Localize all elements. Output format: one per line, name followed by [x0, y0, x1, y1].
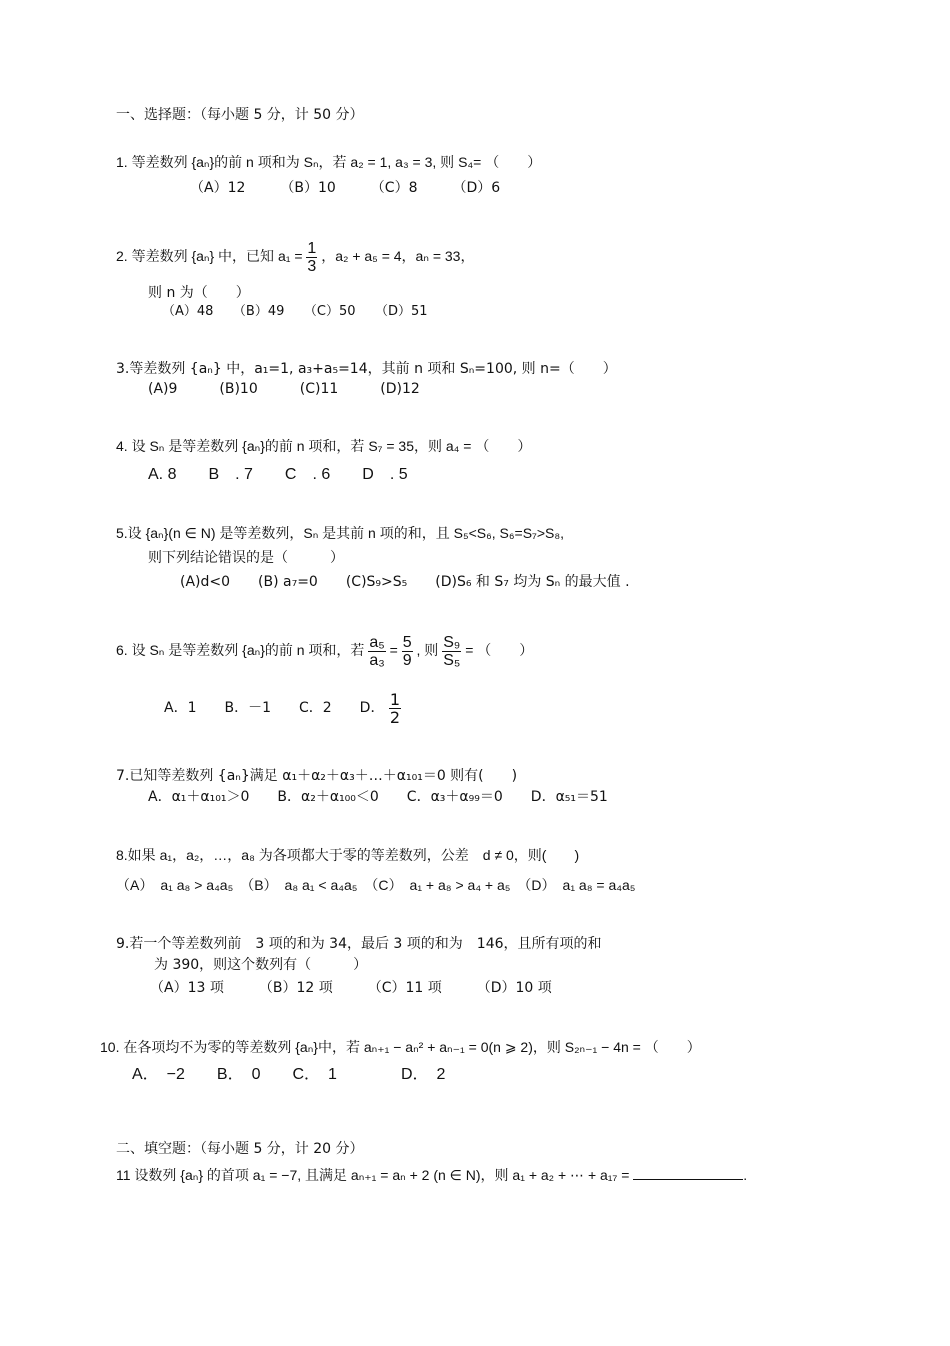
equals-sign: = [389, 642, 398, 658]
question-7-options: A．α₁＋α₁₀₁＞0 B．α₂＋α₁₀₀＜0 C．α₃＋α₉₉＝0 D．α₅₁＝51 [148, 789, 608, 805]
question-6-stem-a: 6. 设 Sₙ 是等差数列 {aₙ}的前 n 项和，若 [116, 642, 365, 658]
question-2 [116, 236, 474, 276]
question-10-options: A． −2 B． 0 C． 1 D． 2 [132, 1066, 446, 1083]
question-6-tail: = （ ） [465, 642, 534, 658]
question-5-line2: 则下列结论错误的是（ ） [148, 550, 344, 566]
question-11-end: . [743, 1167, 748, 1183]
frac-den: 3 [307, 257, 317, 275]
frac-num: S₉ [443, 633, 461, 651]
question-4-options: A. 8 B . 7 C . 6 D . 5 [148, 466, 408, 483]
question-8: 8.如果 a₁，a₂，…，a₈ 为各项都大于零的等差数列，公差 d ≠ 0，则( ) [116, 847, 580, 863]
question-9-line2: 为 390，则这个数列有（ ） [154, 957, 368, 973]
question-10: 10. 在各项均不为零的等差数列 {aₙ}中，若 aₙ₊₁ − aₙ² + aₙ₋₁ = 0(n ⩾ 2)，则 S₂ₙ₋₁ − 4n = （ ） [100, 1039, 701, 1055]
fraction-one-third [306, 240, 317, 275]
question-2-stem-b: ，a₂ + a₅ = 4，aₙ = 33， [321, 248, 475, 264]
frac-den: a₃ [369, 651, 385, 669]
question-11-stem: 11 设数列 {aₙ} 的首项 a₁ = −7, 且满足 aₙ₊₁ = aₙ + 2 (n ∈ N)，则 a₁ + a₂ + ⋯ + a₁₇ = [116, 1167, 630, 1183]
question-11 [116, 1166, 747, 1184]
question-6-options-text: A．1 B．－1 C．2 D． [164, 700, 385, 716]
question-7: 7.已知等差数列 {aₙ}满足 α₁＋α₂＋α₃＋…＋α₁₀₁＝0 则有( ) [116, 768, 518, 784]
fraction-one-half [389, 691, 401, 726]
question-9-options: （A）13 项 （B）12 项 （C）11 项 （D）10 项 [150, 980, 552, 996]
frac-num: 5 [402, 633, 412, 651]
question-9: 9.若一个等差数列前 3 项的和为 34，最后 3 项的和为 146，且所有项的和 [116, 936, 602, 952]
answer-blank[interactable] [633, 1167, 743, 1180]
fraction-five-ninths [402, 634, 413, 669]
fraction-s9-s5 [442, 634, 461, 669]
frac-den: 9 [402, 651, 412, 669]
question-1: 1. 等差数列 {aₙ}的前 n 项和为 Sₙ，若 a₂ = 1, a₃ = 3, 则 S₄= （ ） [116, 154, 542, 170]
question-5: 5.设 {aₙ}(n ∈ N) 是等差数列，Sₙ 是其前 n 项的和，且 S₅<S₆, S₆=S₇>S₈, [116, 525, 565, 541]
question-2-line2: 则 n 为（ ） [148, 285, 250, 301]
question-3: 3.等差数列 {aₙ} 中，a₁=1, a₃+a₅=14，其前 n 项和 Sₙ=100, 则 n=（ ） [116, 361, 617, 377]
frac-num: 1 [389, 689, 401, 709]
question-2-options: （A）48 （B）49 （C）50 （D）51 [162, 304, 428, 319]
question-2-stem-a: 2. 等差数列 {aₙ} 中，已知 a₁ = [116, 248, 303, 264]
section-header-fill: 二、填空题：（每小题 5 分，计 20 分） [116, 1141, 364, 1157]
question-1-options: （A）12 （B）10 （C）8 （D）6 [190, 180, 501, 196]
question-6-options [164, 688, 401, 728]
question-4: 4. 设 Sₙ 是等差数列 {aₙ}的前 n 项和，若 S₇ = 35，则 a₄ = （ ） [116, 438, 532, 454]
question-6-mid: , 则 [416, 642, 439, 658]
frac-num: a₅ [369, 633, 385, 651]
question-6 [116, 630, 533, 670]
question-5-options: (A)d<0 (B) a₇=0 (C)S₉>S₅ (D)S₆ 和 S₇ 均为 Sₙ 的最大值 . [180, 574, 630, 590]
section-header-choice: 一、选择题：（每小题 5 分，计 50 分） [116, 107, 364, 123]
question-3-options: (A)9 (B)10 (C)11 (D)12 [148, 381, 420, 397]
question-8-options: （A） a₁ a₈ > a₄a₅ （B） a₈ a₁ < a₄a₅ （C） a₁ + a₈ > a₄ + a₅ （D） a₁ a₈ = a₄a₅ [116, 877, 636, 893]
frac-num: 1 [307, 239, 317, 257]
fraction-a5-a3 [368, 634, 385, 669]
frac-den: S₅ [443, 651, 461, 669]
frac-den: 2 [389, 707, 401, 727]
